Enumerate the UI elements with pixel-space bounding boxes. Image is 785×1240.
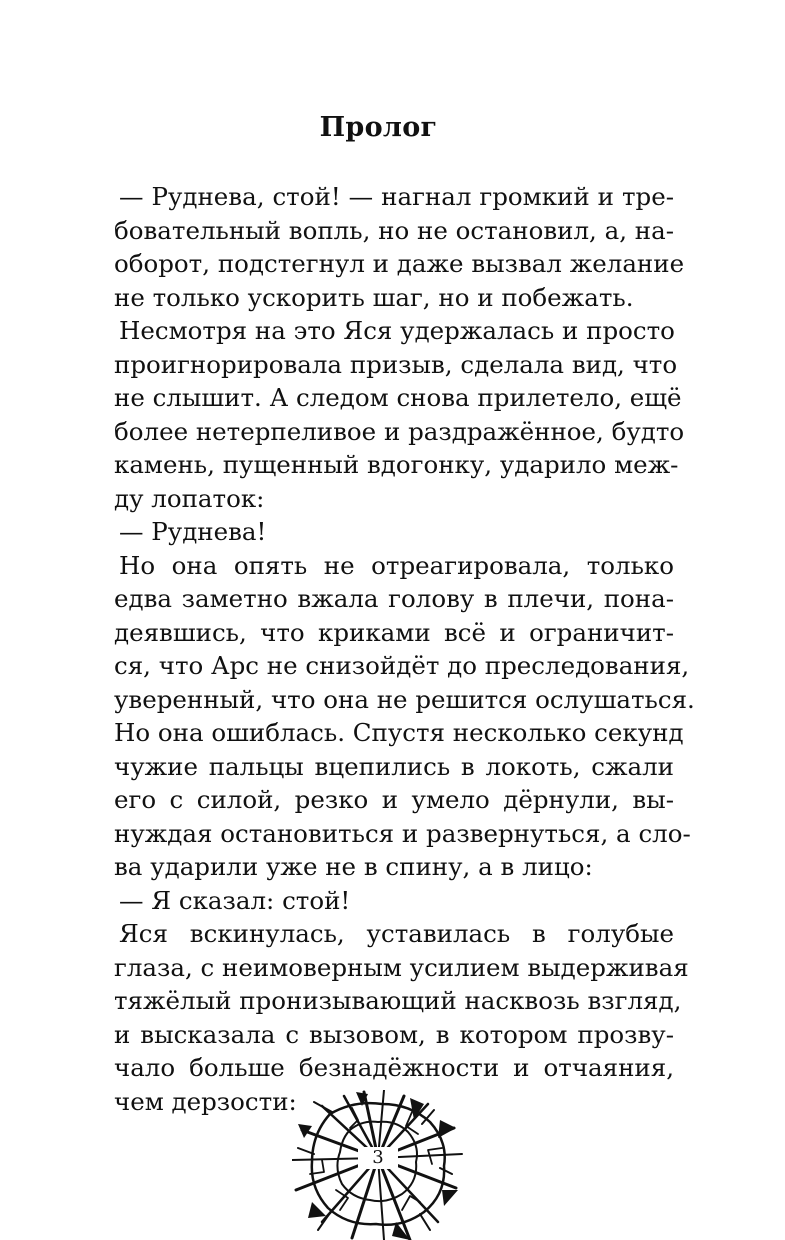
text-line: Несмотря на это Яся удержалась и просто: [119, 316, 675, 345]
text-line: ва ударили уже не в спину, а в лицо:: [114, 852, 593, 881]
text-line: уверенный, что она не решится ослушаться.: [114, 684, 695, 714]
text-line: оборот, подстегнул и даже вызвал желание: [114, 249, 685, 278]
text-line: нуждая остановиться и развернуться, а сло-: [114, 818, 691, 848]
text-line: не только ускорить шаг, но и побежать.: [114, 282, 634, 312]
text-line: проигнорировала призыв, сделала вид, что: [114, 349, 678, 379]
text-line: едва заметно вжала голову в плечи, пона-: [114, 584, 674, 613]
text-line: Но она ошиблась. Спустя несколько секунд: [114, 718, 684, 747]
chapter-text: [114, 180, 695, 1118]
text-line: чем дерзости:: [114, 1086, 297, 1116]
text-line: Но она опять не отреагировала, только: [119, 550, 674, 580]
text-line: — Я сказал: стой!: [119, 885, 351, 915]
text-line: чужие пальцы вцепились в локоть, сжали: [114, 751, 674, 781]
chapter-title: Пролог: [319, 112, 438, 143]
text-line: его с силой, резко и умело дёрнули, вы-: [114, 785, 674, 814]
text-line: чало больше безнадёжности и отчаяния,: [114, 1053, 674, 1082]
text-line: ду лопаток:: [114, 483, 265, 513]
text-line: камень, пущенный вдогонку, ударило меж-: [114, 450, 679, 479]
text-line: Яся вскинулась, уставилась в голубые: [119, 919, 674, 948]
page-number: 3: [358, 1147, 398, 1169]
text-line: не слышит. А следом снова прилетело, ещё: [114, 383, 682, 412]
text-line: — Руднева!: [119, 517, 267, 546]
text-line: бовательный вопль, но не остановил, а, на-: [114, 215, 675, 245]
text-line: более нетерпеливое и раздражённое, будто: [114, 416, 685, 446]
text-line: деявшись, что криками всё и ограничит-: [114, 617, 674, 647]
text-line: глаза, с неимоверным усилием выдерживая: [114, 952, 689, 982]
text-line: и высказала с вызовом, в котором прозву-: [114, 1019, 674, 1049]
text-line: тяжёлый пронизывающий насквозь взгляд,: [114, 986, 682, 1015]
text-line: — Руднева, стой! — нагнал громкий и тре-: [119, 182, 674, 211]
text-line: ся, что Арс не снизойдёт до преследования,: [114, 651, 690, 680]
